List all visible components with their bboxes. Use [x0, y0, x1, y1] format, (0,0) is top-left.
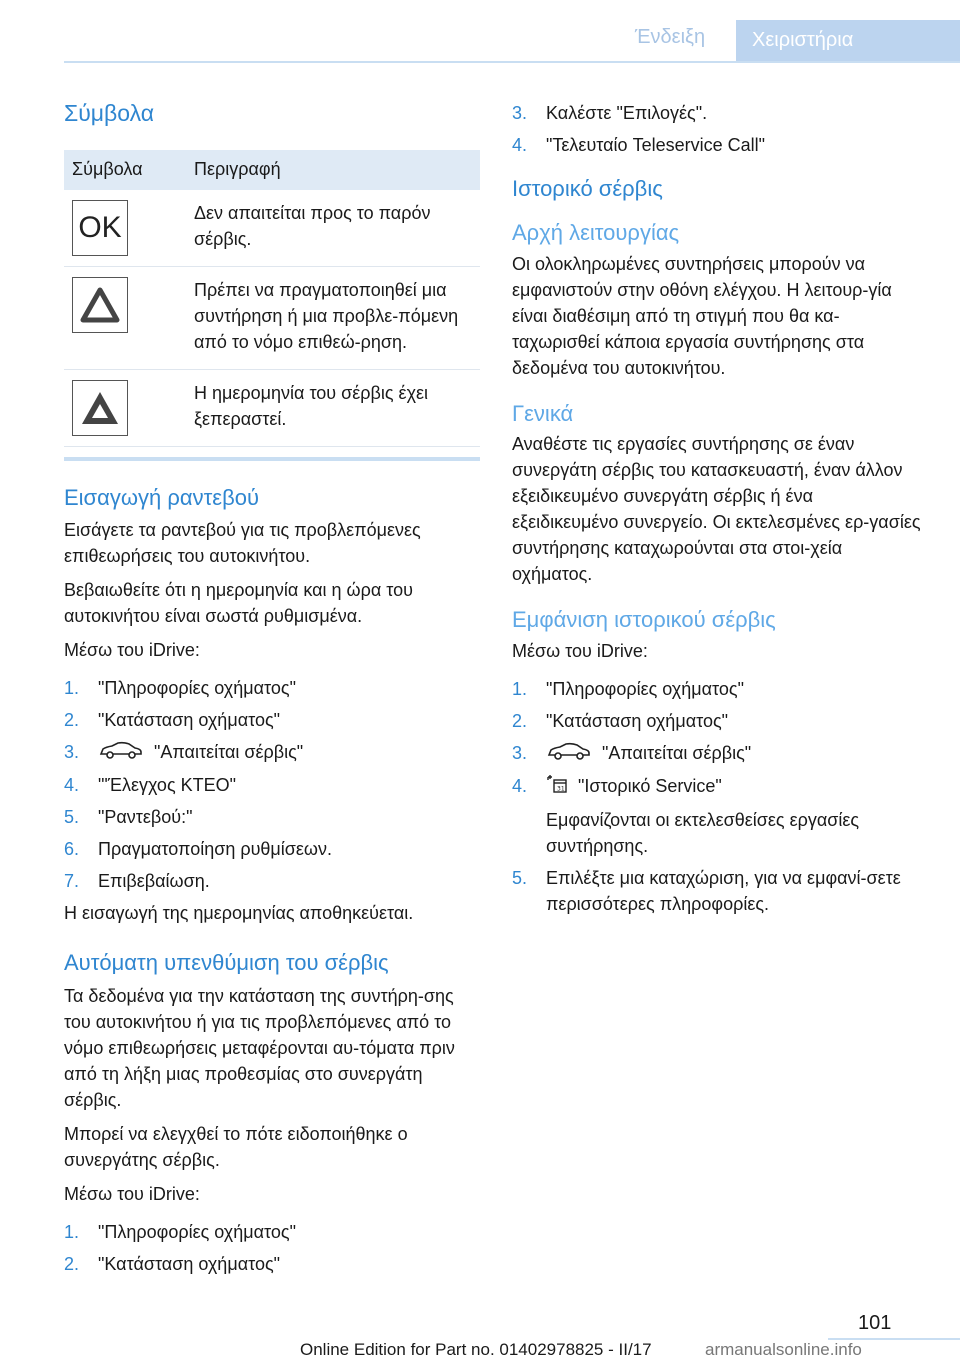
list-item: 2. "Κατάσταση οχήματος": [512, 710, 729, 731]
list-item: 2. "Κατάσταση οχήματος": [64, 1253, 281, 1274]
list-item: 4. "Τελευταίο Teleservice Call": [512, 135, 766, 155]
car-icon: [546, 741, 592, 767]
symbol-desc: Η ημερομηνία του σέρβις έχει ξεπεραστεί.: [194, 382, 429, 429]
history-step-note: Εμφανίζονται οι εκτελεσθείσες εργασίες συντήρησης.: [546, 809, 860, 856]
list-item: 1. "Πληροφορίες οχήματος": [64, 1221, 296, 1242]
auto-reminder-p3: Μέσω του iDrive:: [64, 1183, 200, 1204]
auto-reminder-p2: Μπορεί να ελεγχθεί το πότε ειδοποιήθηκε ο συνεργάτης σέρβις.: [64, 1123, 408, 1170]
history-general-text: Αναθέστε τις εργασίες συντήρησης σε έναν συνεργάτη σέρβις του κατασκευαστή, έναν άλλον εξειδικευμένο συνεργάτη σέρβις ή ένα εξειδικευμένο συνεργείο. Οι εκτελεσμένες ερ-γασίες συντήρησης καταχωρούνται στα στοι-χεία οχήματος.: [512, 434, 921, 585]
list-item: 3. Καλέστε "Επιλογές".: [512, 103, 708, 123]
list-item: 4. "'Έλεγχος ΚΤΕΟ": [64, 775, 237, 796]
list-item: 7. Επιβεβαίωση.: [64, 871, 210, 892]
symbols-table-header: [64, 150, 480, 190]
table-row: [64, 267, 480, 370]
svg-text:31: 31: [557, 785, 565, 793]
car-icon: [98, 740, 144, 766]
list-item: 1. "Πληροφορίες οχήματος": [512, 678, 744, 699]
auto-reminder-steps: [64, 1219, 480, 1277]
header-divider: [64, 61, 960, 63]
appointment-p1: Εισάγετε τα ραντεβού για τις προβλεπόμενες επιθεωρήσεις του αυτοκινήτου.: [64, 519, 421, 566]
history-principle-text: Οι ολοκληρωμένες συντηρήσεις μπορούν να εμφανιστούν στην οθόνη ελέγχου. Η λειτουρ-γία είναι διαθέσιμη από τη στιγμή που θα κα-ταχωρισθεί κάποια εργασία συντήρησης στα δεδομένα του αυτοκινήτου.: [512, 253, 892, 378]
ok-symbol-icon: [72, 200, 128, 256]
col-symbol-header: Σύμβολα: [72, 159, 143, 180]
page-number: 101: [858, 1312, 892, 1334]
left-column: [64, 100, 480, 1283]
list-item: 5. "Ραντεβού:": [64, 807, 193, 828]
auto-reminder-p1: Τα δεδομένα για την κατάσταση της συντήρη-σης του αυτοκινήτου ή για τις προβλεπόμενες από το νόμο επιθεωρήσεις μεταφέρονται αυ-τόματα πριν από τη λήξη μιας προθεσμίας στο συνεργάτη σέρβις.: [64, 985, 455, 1110]
symbols-title: Σύμβολα: [64, 100, 155, 126]
page-header: [0, 20, 960, 62]
appointment-p4: Η εισαγωγή της ημερομηνίας αποθηκεύεται.: [64, 903, 414, 924]
auto-reminder-title: Αυτόματη υπενθύμιση του σέρβις: [64, 950, 389, 976]
list-item: 3. "Απαιτείται σέρβις": [512, 740, 922, 767]
col-desc-header: Περιγραφή: [194, 159, 281, 180]
history-steps: [512, 676, 922, 917]
right-column: [512, 100, 922, 923]
watermark: armanualsonline.info: [705, 1340, 862, 1359]
list-item: 4. 31 "Ιστορικό Service" Εμφανίζονται οι εκτελεσθείσες εργασίες συντήρησης.: [512, 773, 922, 859]
table-row: [64, 370, 480, 447]
calendar-icon: [546, 774, 568, 801]
list-item: 3. "Απαιτείται σέρβις": [64, 739, 480, 766]
tab-controls[interactable]: Χειριστήρια: [736, 20, 960, 61]
history-display-intro: Μέσω του iDrive:: [512, 640, 648, 661]
symbol-desc: Δεν απαιτείται προς το παρόν σέρβις.: [194, 202, 431, 249]
table-bottom-rule: [64, 457, 480, 461]
history-display-title: Εμφάνιση ιστορικού σέρβις: [512, 607, 776, 633]
appointment-title: Εισαγωγή ραντεβού: [64, 484, 260, 510]
history-principle-title: Αρχή λειτουργίας: [512, 220, 680, 246]
ok-symbol-text: OK: [78, 210, 122, 244]
list-item: 1. "Πληροφορίες οχήματος": [64, 677, 296, 698]
history-title: Ιστορικό σέρβις: [512, 176, 663, 201]
symbols-table: [64, 150, 480, 461]
edition-note: Online Edition for Part no. 01402978825 - II/17: [300, 1340, 652, 1359]
warning-triangle-filled-icon: [72, 380, 128, 436]
table-row: [64, 190, 480, 267]
appointment-p3: Μέσω του iDrive:: [64, 639, 200, 660]
symbol-desc: Πρέπει να πραγματοποιηθεί μια συντήρηση ή μια προβλε-πόμενη από το νόμο επιθεώ-ρηση.: [194, 279, 459, 352]
list-item: 6. Πραγματοποίηση ρυθμίσεων.: [64, 839, 332, 860]
list-item: 5. Επιλέξτε μια καταχώριση, για να εμφανί-σετε περισσότερες πληροφορίες.: [512, 867, 901, 914]
tab-index[interactable]: Ένδειξη: [634, 26, 706, 48]
list-item: 2. "Κατάσταση οχήματος": [64, 709, 281, 730]
auto-reminder-steps-continued: [512, 100, 922, 158]
appointment-steps: [64, 675, 480, 894]
history-general-title: Γενικά: [512, 400, 574, 426]
warning-triangle-icon: [72, 277, 128, 333]
appointment-p2: Βεβαιωθείτε ότι η ημερομηνία και η ώρα του αυτοκινήτου είναι σωστά ρυθμισμένα.: [64, 579, 413, 626]
